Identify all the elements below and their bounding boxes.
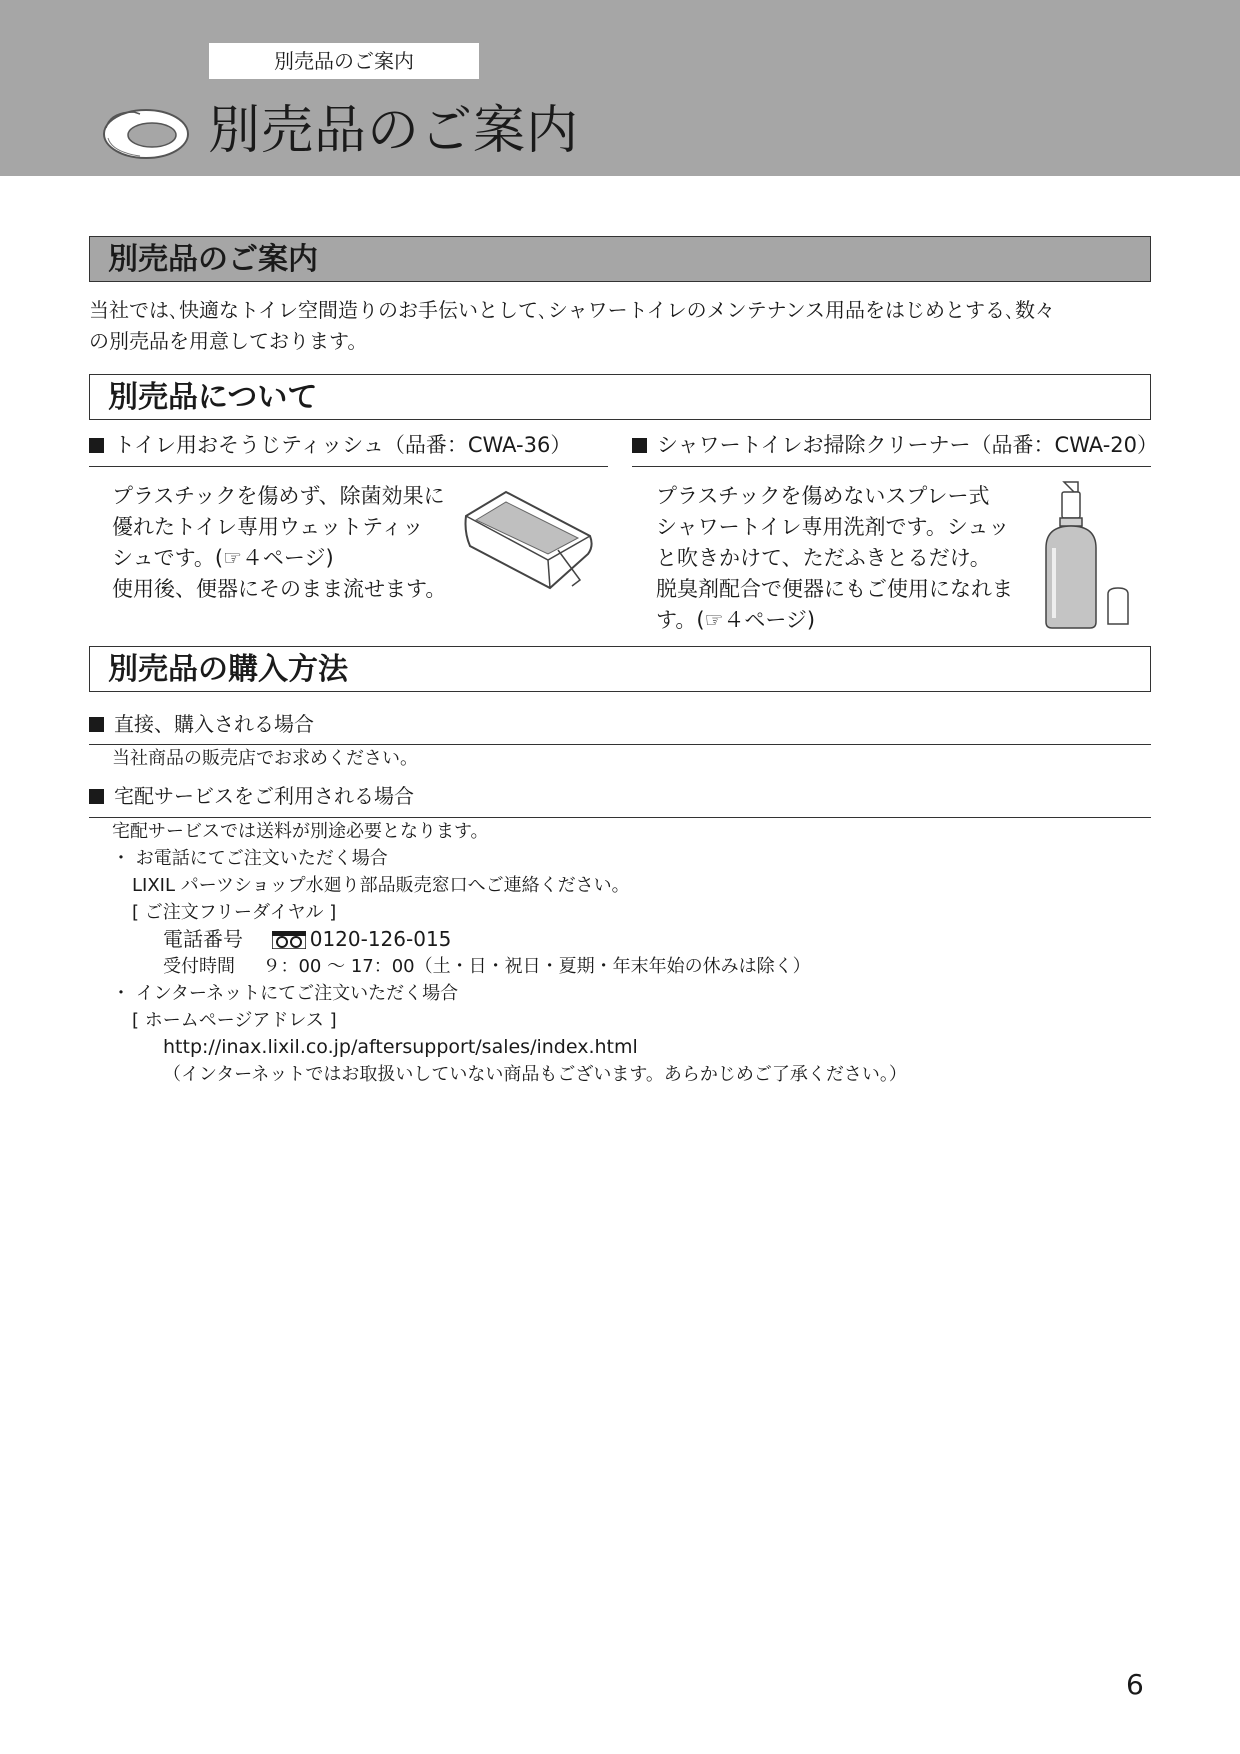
product-1-title-text: トイレ用おそうじティッシュ（品番：CWA-36）	[114, 433, 572, 457]
delivery-note: 宅配サービスでは送料が別途必要となります。	[112, 821, 489, 842]
direct-purchase-title	[89, 709, 314, 739]
intro-text	[89, 295, 1055, 357]
intro-line-2: の別売品を用意しております。	[89, 329, 368, 353]
hours-label: 受付時間	[163, 956, 235, 977]
internet-note: （インターネットではお取扱いしていない商品もございます。あらかじめご了承ください。）	[163, 1064, 907, 1085]
toilet-seat-icon	[100, 102, 192, 162]
homepage-label: [ ホームページアドレス ]	[132, 1010, 337, 1031]
spray-bottle-icon	[1040, 478, 1132, 630]
product-2-title-text: シャワートイレお掃除クリーナー（品番：CWA-20）	[657, 433, 1159, 457]
section-heading-intro: 別売品のご案内	[89, 236, 1151, 282]
page-title: 別売品のご案内	[208, 101, 580, 161]
header-tab: 別売品のご案内	[209, 43, 479, 79]
square-bullet-icon	[89, 789, 104, 804]
product-2-rule	[632, 466, 1151, 467]
hours-value: ９：00 ～ 17：00（土・日・祝日・夏期・年末年始の休みは除く）	[262, 956, 811, 977]
tel-label: 電話番号	[163, 927, 243, 951]
direct-purchase-text: 当社商品の販売店でお求めください。	[112, 748, 418, 769]
square-bullet-icon	[632, 438, 647, 453]
product-2-line: プラスチックを傷めないスプレー式	[656, 484, 990, 508]
internet-order-heading: ・ インターネットにてご注文いただく場合	[112, 983, 459, 1004]
product-2-description	[656, 481, 1013, 636]
square-bullet-icon	[89, 438, 104, 453]
section-heading-purchase: 別売品の購入方法	[89, 646, 1151, 692]
square-bullet-icon	[89, 717, 104, 732]
intro-line-1: 当社では､快適なトイレ空間造りのお手伝いとして､シャワートイレのメンテナンス用品をはじめとする､数々	[89, 298, 1055, 322]
phone-order-heading: ・ お電話にてご注文いただく場合	[112, 848, 388, 869]
section-heading-products: 別売品について	[89, 374, 1151, 420]
delivery-title	[89, 781, 414, 811]
product-2-title	[632, 430, 1158, 460]
product-1-line: 優れたトイレ専用ウェットティッ	[112, 515, 424, 539]
hours-row	[163, 953, 811, 980]
product-1-description	[112, 481, 446, 605]
product-1-title	[89, 430, 571, 460]
product-1-line: シュです。(☞４ページ)	[112, 546, 334, 570]
phone-shop-text: LIXIL パーツショップ水廻り部品販売窓口へご連絡ください。	[132, 875, 630, 896]
freedial-label: [ ご注文フリーダイヤル ]	[132, 902, 337, 923]
page-header	[0, 0, 1240, 176]
delivery-title-text: 宅配サービスをご利用される場合	[114, 784, 414, 808]
freedial-icon	[272, 931, 306, 949]
product-1-line: 使用後、便器にそのまま流せます。	[112, 577, 447, 601]
product-1-line: プラスチックを傷めず、除菌効果に	[112, 484, 445, 508]
direct-purchase-title-text: 直接、購入される場合	[114, 712, 314, 736]
wet-tissue-pack-icon	[462, 488, 598, 594]
page-number: 6	[1126, 1668, 1144, 1701]
product-2-line: シャワートイレ専用洗剤です。シュッ	[656, 515, 1010, 539]
product-2-line: す。(☞４ページ)	[656, 608, 816, 632]
homepage-url-link[interactable]: http://inax.lixil.co.jp/aftersupport/sales/index.html	[163, 1036, 638, 1058]
product-1-rule	[89, 466, 608, 467]
tel-number: 0120-126-015	[309, 927, 452, 951]
product-2-line: と吹きかけて、ただふきとるだけ。	[656, 546, 991, 570]
tel-row	[163, 926, 451, 953]
product-2-line: 脱臭剤配合で便器にもご使用になれま	[656, 577, 1013, 601]
